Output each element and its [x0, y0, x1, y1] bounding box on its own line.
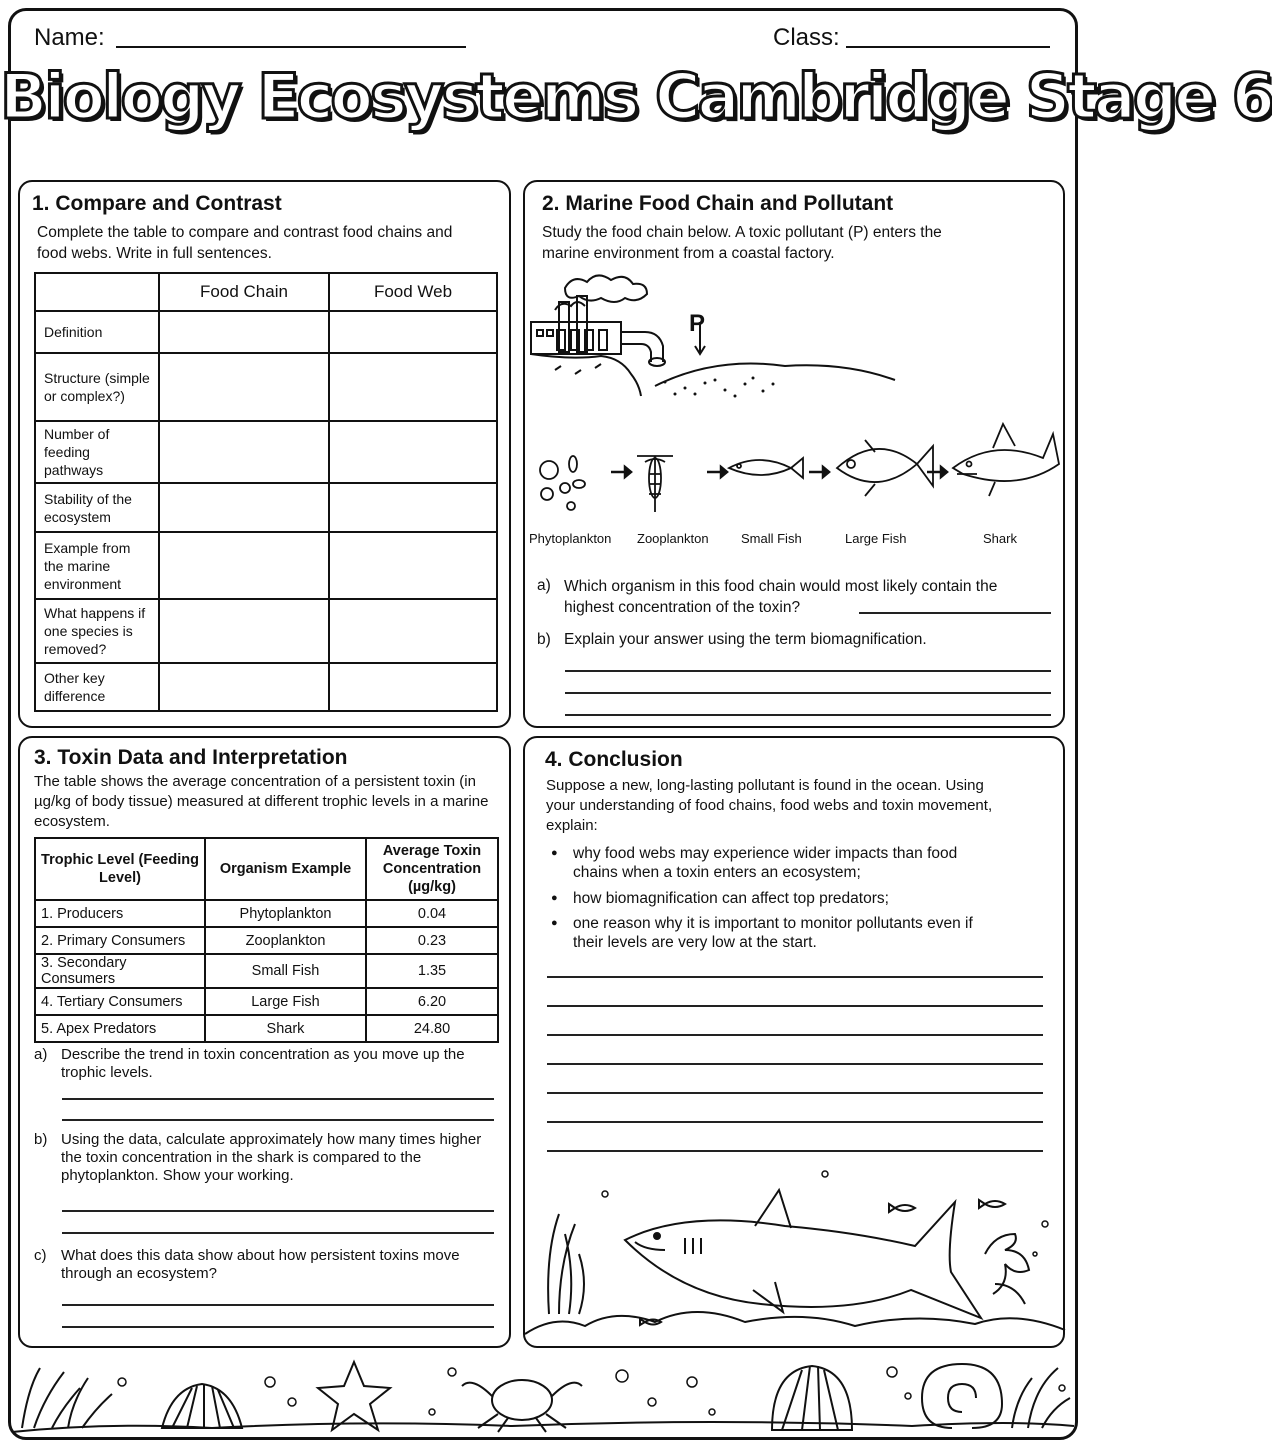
answer-cell[interactable] — [329, 483, 497, 532]
answer-line-4[interactable] — [547, 1092, 1043, 1094]
bullet-item: ● how biomagnification can affect top predators; — [573, 889, 1003, 908]
question-2b-text: Explain your answer using the term biomagnification. — [564, 631, 927, 648]
row-label-species-removed: What happens if one species is removed? — [35, 599, 159, 663]
toxin-cell: Zooplankton — [205, 927, 366, 954]
answer-line-4[interactable] — [547, 1063, 1043, 1065]
question-3a-text: Describe the trend in toxin concentration as you move up the trophic levels. — [61, 1046, 465, 1081]
question-3c: c) What does this data show about how persistent toxins move through an ecosystem? — [34, 1247, 494, 1283]
section1-title: 1. Compare and Contrast — [32, 192, 282, 215]
section2-instructions: Study the food chain below. A toxic pollutant (P) enters the marine environment from a coastal factory. — [542, 224, 942, 262]
answer-line-4[interactable] — [547, 1150, 1043, 1152]
row-label-feeding-pathways: Number of feeding pathways — [35, 421, 159, 483]
row-label-stability: Stability of the ecosystem — [35, 483, 159, 532]
answer-cell[interactable] — [159, 599, 329, 663]
question-3b: b) Using the data, calculate approximately how many times higher the toxin concentration in the shark is compared to the phytoplankton. Show your working. — [34, 1131, 494, 1185]
worksheet-title: Biology Ecosystems Cambridge Stage 6 — [0, 60, 1272, 133]
pollutant-marker: P — [689, 310, 706, 337]
organism-label-zooplankton: Zooplankton — [637, 531, 709, 546]
toxin-table — [34, 837, 499, 1043]
toxin-cell: 4. Tertiary Consumers — [35, 988, 205, 1015]
answer-cell[interactable] — [159, 353, 329, 421]
answer-cell[interactable] — [159, 663, 329, 711]
question-3b-text: Using the data, calculate approximately how many times higher the toxin concentration in the shark is compared to the phytoplankton. Show your working. — [61, 1131, 482, 1184]
organism-label-shark: Shark — [983, 531, 1017, 546]
row-label-structure: Structure (simple or complex?) — [35, 353, 159, 421]
answer-line-2b[interactable] — [565, 714, 1051, 716]
question-3a: a) Describe the trend in toxin concentration as you move up the trophic levels. — [34, 1046, 494, 1082]
answer-line-2b[interactable] — [565, 670, 1051, 672]
compare-header-food-chain: Food Chain — [159, 273, 329, 311]
toxin-cell: Shark — [205, 1015, 366, 1042]
compare-header-food-web: Food Web — [329, 273, 497, 311]
toxin-cell: 2. Primary Consumers — [35, 927, 205, 954]
toxin-cell: 5. Apex Predators — [35, 1015, 205, 1042]
answer-line-4[interactable] — [547, 1121, 1043, 1123]
section4-title: 4. Conclusion — [545, 748, 683, 771]
section1-instructions: Complete the table to compare and contrast food chains and food webs. Write in full sentences. — [37, 224, 453, 262]
toxin-cell: 6.20 — [366, 988, 498, 1015]
name-label: Name: — [34, 24, 105, 51]
shark-reef-illustration — [525, 1164, 1065, 1348]
bullet-item: ● one reason why it is important to monitor pollutants even if their levels are very low at the start. — [573, 914, 1003, 952]
toxin-cell: 0.04 — [366, 900, 498, 927]
compare-header-blank — [35, 273, 159, 311]
answer-line-4[interactable] — [547, 1034, 1043, 1036]
answer-cell[interactable] — [329, 599, 497, 663]
toxin-cell: 0.23 — [366, 927, 498, 954]
answer-line-3b[interactable] — [62, 1210, 494, 1212]
row-label-definition: Definition — [35, 311, 159, 353]
answer-cell[interactable] — [329, 663, 497, 711]
organism-label-large-fish: Large Fish — [845, 531, 907, 546]
question-3c-text: What does this data show about how persistent toxins move through an ecosystem? — [61, 1247, 460, 1282]
bullet-item: ● why food webs may experience wider impacts than food chains when a toxin enters an ecosystem; — [573, 844, 1003, 882]
compare-contrast-panel — [18, 180, 511, 728]
toxin-cell: Small Fish — [205, 954, 366, 988]
toxin-cell: Phytoplankton — [205, 900, 366, 927]
organism-label-small-fish: Small Fish — [741, 531, 802, 546]
answer-cell[interactable] — [159, 421, 329, 483]
row-label-other-difference: Other key difference — [35, 663, 159, 711]
question-2b: b) Explain your answer using the term biomagnification. — [537, 630, 1047, 649]
question-2a-text: Which organism in this food chain would most likely contain the highest concentration of the toxin? — [564, 578, 998, 616]
answer-line-4[interactable] — [547, 1005, 1043, 1007]
question-2a: a) Which organism in this food chain would most likely contain the highest concentration of the toxin? — [537, 576, 1047, 618]
class-field[interactable] — [846, 46, 1050, 48]
answer-cell[interactable] — [159, 483, 329, 532]
section2-title: 2. Marine Food Chain and Pollutant — [542, 192, 894, 215]
answer-line-2a[interactable] — [859, 612, 1051, 614]
toxin-header-organism: Organism Example — [205, 838, 366, 900]
answer-cell[interactable] — [329, 532, 497, 599]
section4-instructions: Suppose a new, long-lasting pollutant is found in the ocean. Using your understanding of food chains, food webs and toxin movement, explain: — [546, 777, 993, 834]
toxin-data-panel — [18, 736, 511, 1348]
answer-cell[interactable] — [159, 311, 329, 353]
toxin-cell: 1.35 — [366, 954, 498, 988]
answer-cell[interactable] — [329, 311, 497, 353]
name-field[interactable] — [116, 46, 466, 48]
class-label: Class: — [773, 24, 840, 51]
seabed-border-illustration — [12, 1352, 1074, 1436]
answer-line-3c[interactable] — [62, 1304, 494, 1306]
compare-table — [34, 272, 498, 712]
row-label-marine-example: Example from the marine environment — [35, 532, 159, 599]
answer-cell[interactable] — [159, 532, 329, 599]
marine-food-chain-panel — [523, 180, 1065, 728]
answer-cell[interactable] — [329, 353, 497, 421]
section3-title: 3. Toxin Data and Interpretation — [34, 746, 348, 769]
toxin-cell: 1. Producers — [35, 900, 205, 927]
food-chain-illustration — [525, 418, 1065, 518]
factory-illustration — [525, 270, 1065, 420]
answer-cell[interactable] — [329, 421, 497, 483]
toxin-cell: 3. Secondary Consumers — [35, 954, 205, 988]
toxin-header-concentration: Average Toxin Concentration (µg/kg) — [366, 838, 498, 900]
toxin-cell: Large Fish — [205, 988, 366, 1015]
answer-line-3c[interactable] — [62, 1326, 494, 1328]
toxin-cell: 24.80 — [366, 1015, 498, 1042]
answer-line-2b[interactable] — [565, 692, 1051, 694]
conclusion-panel — [523, 736, 1065, 1348]
toxin-header-trophic-level: Trophic Level (Feeding Level) — [35, 838, 205, 900]
section3-instructions: The table shows the average concentration of a persistent toxin (in µg/kg of body tissue) measured at different trophic levels in a marine ecosystem. — [34, 773, 489, 830]
answer-line-3a[interactable] — [62, 1098, 494, 1100]
answer-line-3b[interactable] — [62, 1232, 494, 1234]
organism-label-phytoplankton: Phytoplankton — [529, 531, 612, 546]
answer-line-3a[interactable] — [62, 1119, 494, 1121]
answer-line-4[interactable] — [547, 976, 1043, 978]
